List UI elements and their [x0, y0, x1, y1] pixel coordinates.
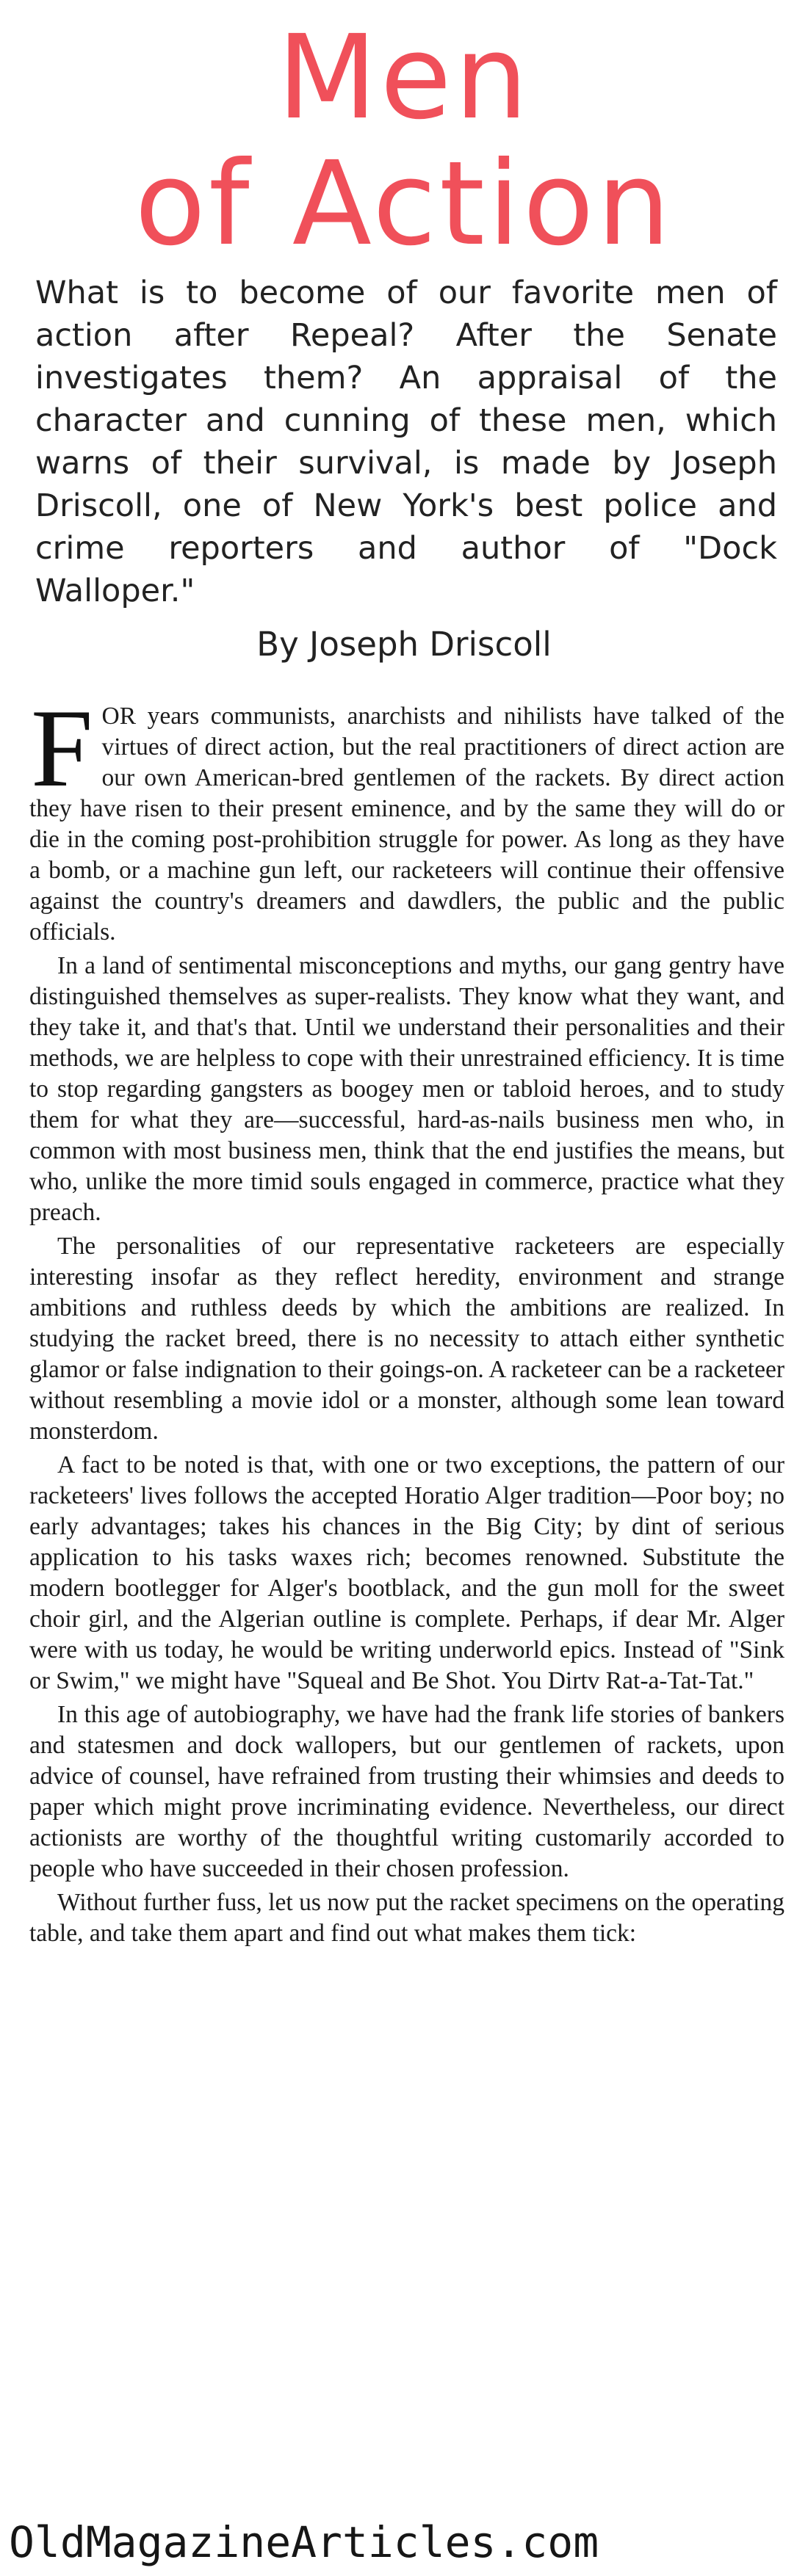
paragraph-6: Without further fuss, let us now put the racket specimens on the operating table, and take them apart and find out what makes them tick:: [29, 1889, 784, 1947]
paragraph-2: In a land of sentimental misconceptions and myths, our gang gentry have distinguished themselves as super-realists. They know what they want, and they take it, and that's that. Until we understand their personalities and their methods, we are helpless to cope with their unrestrained efficiency. It is time to stop regarding gangsters as boogey men or tabloid heroes, and to study them for what they are—successful, hard-as-nails business men who, in common with most business men, think that the end justifies the means, but who, unlike the more timid souls engaged in commerce, practice what they preach.: [29, 952, 784, 1226]
drop-cap: F: [31, 686, 93, 810]
paragraph-4: A fact to be noted is that, with one or two exceptions, the pattern of our racketeers' lives follows the accepted Horatio Alger tradition—Poor boy; no early advantages; takes his chances in the Big City; by dint of serious application to his tasks waxes rich; becomes renowned. Substitute the modern bootlegger for Alger's bootblack, and the gun moll for the sweet choir girl, and the Algerian outline is complete. Perhaps, if dear Mr. Alger were with us today, he would be writing underworld epics. Instead of "Sink or Swim," we might have "Squeal and Be Shot. You Dirtv Rat-a-Tat-Tat.": [29, 1451, 784, 1694]
paragraph-1-text: OR years communists, anarchists and nihilists have talked of the virtues of direct action, but the real practitioners of direct action are our own American-bred gentlemen of the rackets. By direct action they have risen to their present eminence, and by the same they will do or die in the coming post-prohibition struggle for power. As long as they have a bomb, or a machine gun left, our racketeers will continue their offensive against the country's dreamers and dawdlers, the public and the public officials.: [29, 703, 784, 946]
article-deck: What is to become of our favorite men of action after Repeal? After the Senate investigates them? An appraisal of the character and cunning of these men, which warns of their survival, is made by Joseph Driscoll, one of New York's best police and crime reporters and author of "Dock Walloper.": [35, 275, 777, 609]
paragraph-1: [29, 686, 784, 948]
site-watermark: OldMagazineArticles.com: [9, 2517, 599, 2567]
paragraph-5: In this age of autobiography, we have had the frank life stories of bankers and statesmen and dock wallopers, but our gentlemen of rackets, upon advice of counsel, have refrained from trusting their whimsies and deeds to paper which might prove incriminating evidence. Nevertheless, our direct actionists are worthy of the thoughtful writing customarily accorded to people who have succeeded in their chosen profession.: [29, 1701, 784, 1882]
byline: By Joseph Driscoll: [256, 625, 552, 664]
title-line-1: Men: [277, 10, 531, 145]
title-line-2: of Action: [134, 137, 674, 272]
paragraph-3: The personalities of our representative racketeers are especially interesting insofar as they reflect heredity, environment and strange ambitions and ruthless deeds by which the ambitions are realized. In studying the racket breed, there is no necessity to attach either synthetic glamor or false indignation to their goings-on. A racketeer can be a racketeer without resembling a movie idol or a monster, although some lean toward monsterdom.: [29, 1233, 784, 1445]
article-title: [0, 10, 808, 272]
article-body: [29, 686, 784, 1952]
